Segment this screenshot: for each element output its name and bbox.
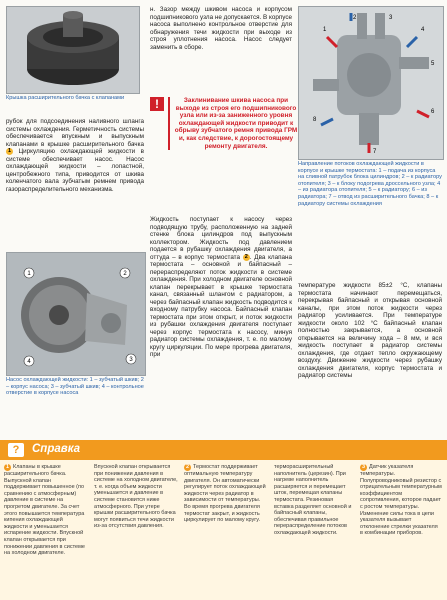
middle-text-2: . Два клапана термостата – основной и байпасный – перераспределяют поток жидкости в системе охлаждения. При холодном двигателе основной клапан перекрывает в крышке термостата канал, связанный шлангом с радиатором, а через байпасный клапан жидкость подводится к входному патрубку насоса. Байпасный клапан термостата при этом открыт, и поток жидкости из рубашки охлаждения двигателя поступает через корпус термостата к насосу, минуя радиатор системы охлаждения, т. е. по малому кругу циркуляции. По мере прогрева двигателя, при (150, 253, 293, 359)
pump-label-1: 1 (27, 271, 31, 277)
thermostat-illustration (299, 7, 443, 159)
reference-col-4 (274, 464, 354, 537)
middle-top-paragraph: н. Зазор между шкивом насоса и корпусом подшипникового узла не допускается. В корпусе насоса выполнено контрольное отверстие для обнаружения течи жидкости при выходе из строя уплотнения насоса. Насос следует заменить в сборе. (150, 6, 292, 51)
middle-top-text (150, 6, 292, 51)
reference-title: Справка (32, 443, 81, 455)
reference-col-5 (360, 464, 442, 537)
reference-box (0, 440, 447, 600)
pump-label-4: 4 (27, 359, 31, 365)
water-pump-photo (6, 252, 146, 376)
thermo-label-3: 3 (389, 15, 393, 21)
left-column-text (6, 118, 144, 193)
thermo-label-6: 6 (431, 109, 435, 115)
left-text: рубок для подсоединения наливного шланга системы охлаждения. Герметичность системы обеспечивается впускным и выпускным клапанами в крышке расширительного бачка (6, 118, 144, 148)
thermo-label-4: 4 (421, 27, 425, 33)
pump-label-3: 3 (129, 357, 133, 363)
ref-num-1: 1 (5, 464, 10, 470)
cap-caption: Крышка расширительного бачка с клапанами (6, 95, 125, 101)
ref-num-2: 2 (185, 464, 190, 470)
middle-column-text (150, 216, 292, 359)
thermostat-caption: Направление потоков охлаждающей жидкости в корпусе и крышке термостата: 1 – подача из корпуса на сливной патрубок блока цилиндров; 2 – к радиатору отопителя; 3 – к блоку подогрева дроссельного узла; 4 – из радиатора отопителя; 5 – к радиатору; 6 – из радиатора; 7 – отвод из расширительного бачка; 8 – к радиатору системы охлаждения (298, 161, 442, 207)
ref-text-2: Впускной клапан открывается при понижении давления в системе на холодном двигателе, т. е. когда объем жидкости уменьшается и давление в системе становится ниже атмосферного. При утере крышки расширительного бачка могут появиться течи жидкости из-за отсутствия давления. (94, 464, 178, 530)
pump-label-2: 2 (123, 271, 127, 277)
pump-caption: Насос охлаждающей жидкости: 1 – зубчатый шкив; 2 – корпус насоса; 3 – зубчатый шкив; 4 – контрольное отверстие в корпусе насоса (6, 377, 144, 397)
reference-col-1 (4, 464, 88, 557)
left-text-2: Циркуляцию охлаждающей жидкости в системе обеспечивает насос. Насос охлаждающей жидкости – лопастной, центробежного типа, приводится от шкива коленчатого вала зубчатым ремнем привода газораспределительного механизма. (6, 148, 144, 193)
ref-badge-1: 1 (7, 148, 12, 154)
ref-text-3: Термостат поддерживает оптимальную температуру двигателя. Он автоматически регулирует поток охлаждающей жидкости через радиатор в зависимости от температуры. Во время прогрева двигателя термостат закрыт, и жидкость циркулирует по малому кругу. (184, 464, 266, 524)
ref-num-3: 3 (361, 464, 366, 470)
thermostat-photo (298, 6, 444, 160)
reference-header (0, 440, 447, 460)
cap-illustration (7, 7, 139, 93)
reference-col-2 (94, 464, 178, 530)
reference-col-3 (184, 464, 268, 524)
ref-text-4: терморасширительный наполнитель (церезин). При нагреве наполнитель расширяется и перемещает шток, перемещая клапаны термостата. Резиновая вставка разделяет основной и байпасный клапаны, обеспечивая правильное перераспределение потоков охлаждающей жидкости. (274, 464, 352, 536)
thermo-label-5: 5 (431, 61, 435, 67)
warning-text: Заклинивание шкива насоса при выходе из строя его подшипникового узла или из-за заниженного уровня охлаждающей жидкости приводит к обрыву зубчатого ремня привода ГРМ и, как следствие, к дорогостоящему ремонту двигателя. (168, 97, 298, 150)
question-icon: ? (8, 443, 24, 457)
thermo-label-1: 1 (323, 27, 327, 33)
ref-badge-2: 2 (244, 253, 248, 260)
warning-icon: ! (150, 97, 164, 111)
thermo-label-7: 7 (373, 149, 377, 155)
right-paragraph: температуре жидкости 85±2 °С, клапаны термостата начинают перемещаться, перекрывая байпасный и открывая основной каналы, при этом поток жидкости через радиатор усиливается. При температуре жидкости около 102 °С байпасный клапан полностью закрывается, а основной открывается на величину хода – 8 мм, и вся жидкость поступает в радиатор системы охлаждения, где отдает тепло окружающему воздуху. Движение жидкости через рубашку охлаждения двигателя, корпус термостата и радиатор системы (298, 282, 442, 379)
ref-text-5: Датчик указателя температуры. Полупроводниковый резистор с отрицательным температурным коэффициентом сопротивления, которое падает с ростом температуры. Изменение силы тока в цепи указателя вызывает отклонение стрелки указателя в комбинации приборов. (360, 464, 442, 537)
ref-text-1: Клапаны в крышке расширительного бачка. Выпускной клапан поддерживает повышенное (по сравнению с атмосферным) давление в системе на прогретом двигателе. За счет этого повышается температура кипения охлаждающей жидкости и уменьшается испарение жидкости. Впускной клапан открывается при понижении давления в системе на холодном двигателе. (4, 464, 85, 557)
pump-illustration (7, 253, 145, 375)
right-column-text (298, 282, 442, 380)
middle-text: Жидкость поступает к насосу через подводящую трубу, расположенную на задней стенке блока цилиндров под выпускным коллектором. Жидкость под давлением подается в рубашку охлаждения двигателя, а оттуда – в корпус термостата (150, 216, 292, 261)
thermo-label-8: 8 (313, 117, 317, 123)
expansion-tank-cap-photo (6, 6, 140, 94)
thermo-label-2: 2 (353, 15, 357, 21)
